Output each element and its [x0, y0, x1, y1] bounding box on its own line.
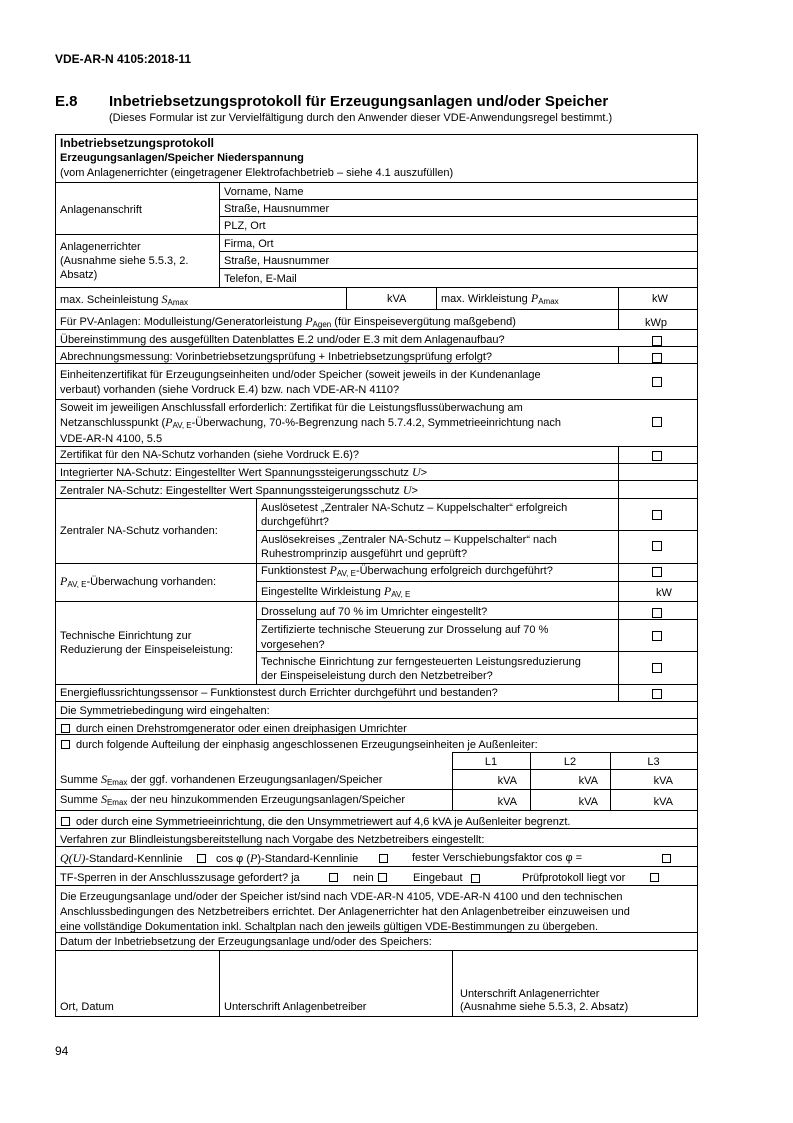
zertifizierte-steuerung-label: Zertifizierte technische Steuerung zur Drosselung auf 70 % [261, 624, 549, 636]
grid-line-horizontal [55, 182, 698, 183]
checkbox-zertifizierte-steuerung[interactable] [652, 631, 662, 641]
anlagenanschrift-label: Anlagenanschrift [60, 204, 142, 216]
symmetrieeinrichtung-label: oder durch eine Symmetrieeinrichtung, die den Unsymmetriewert auf 4,6 kVA je Außenleiter begrenzt. [76, 816, 571, 828]
checkbox-leistungsfluss[interactable] [652, 417, 662, 427]
grid-line-horizontal [219, 251, 698, 252]
field-firma-ort[interactable]: Firma, Ort [224, 238, 274, 250]
checkbox-qu-kennlinie[interactable] [197, 854, 206, 863]
grid-line-horizontal [452, 769, 698, 770]
energieflussrichtungssensor-label: Energieflussrichtungssensor – Funktionstest durch Errichter durchgeführt und bestanden? [60, 687, 498, 699]
grid-line-vertical [618, 498, 619, 685]
form-note: (vom Anlagenerrichter (eingetragener Elektrofachbetrieb – siehe 4.1 auszufüllen) [60, 167, 454, 179]
grid-line-horizontal [55, 446, 698, 447]
field-anlage-strasse[interactable]: Straße, Hausnummer [224, 203, 330, 215]
pav-ueberwachung-label: $P_{AV, E}$-Überwachung vorhanden: [60, 574, 217, 589]
checkbox-datenblatt[interactable] [652, 336, 662, 346]
ausloesetest-label: Auslösetest „Zentraler NA-Schutz – Kuppelschalter“ erfolgreich [261, 502, 568, 514]
pv-modulleistung-label: Für PV-Anlagen: Modulleistung/Generatorleistung $P_{Agen}$ (für Einspeisevergütung maßgebend) [60, 314, 516, 329]
checkbox-tf-eingebaut[interactable] [471, 874, 480, 883]
form-subtitle: Erzeugungsanlagen/Speicher Niederspannung [60, 152, 304, 164]
unterschrift-betreiber-label: Unterschrift Anlagenbetreiber [224, 1001, 367, 1013]
column-l3: L3 [647, 756, 660, 768]
cosphi-kennlinie-label: cos φ (P)-Standard-Kennlinie [216, 851, 359, 865]
grid-line-vertical [436, 287, 437, 310]
zentraler-na-schutz-wert-label: Zentraler NA-Schutz: Eingestellter Wert Spannungssteigerungsschutz U> [60, 483, 418, 497]
grid-line-horizontal [55, 480, 698, 481]
grid-line-vertical [697, 134, 698, 1017]
tf-nein-label: nein [353, 872, 374, 884]
declaration-line-3: eine vollständige Dokumentation inkl. Schaltplan nach den jeweils gültigen VDE-Bestimmungen zu übergeben. [60, 921, 599, 933]
tf-eingebaut-label: Eingebaut [413, 872, 463, 884]
document-id: VDE-AR-N 4105:2018-11 [55, 52, 192, 66]
summe-vorhanden-label: Summe $S_{Emax}$ der ggf. vorhandenen Erzeugungsanlagen/Speicher [60, 772, 383, 787]
check-na-zertifikat-label: Zertifikat für den NA-Schutz vorhanden (siehe Vordruck E.6)? [60, 449, 359, 461]
checkbox-tf-nein[interactable] [378, 873, 387, 882]
summe-vorhanden-l2-unit: kVA [578, 775, 598, 787]
reduzierung-label: Technische Einrichtung zur [60, 630, 192, 642]
grid-line-vertical [219, 182, 220, 288]
grid-line-horizontal [452, 752, 698, 753]
section-title: Inbetriebsetzungsprotokoll für Erzeugungsanlagen und/oder Speicher [109, 93, 609, 110]
check-einheitenzertifikat-label: Einheitenzertifikat für Erzeugungseinheiten und/oder Speicher (soweit jeweils in der Kundenanlage [60, 369, 541, 381]
scheinleistung-unit: kVA [387, 293, 407, 305]
grid-line-horizontal [55, 399, 698, 400]
tf-pruefprotokoll-label: Prüfprotokoll liegt vor [522, 872, 626, 884]
column-l1: L1 [484, 756, 498, 768]
checkbox-energieflussrichtungssensor[interactable] [652, 689, 662, 699]
checkbox-fester-verschiebungsfaktor[interactable] [662, 854, 671, 863]
grid-line-horizontal [55, 866, 698, 867]
checkbox-einphasige-aufteilung[interactable] [61, 740, 70, 749]
checkbox-tf-pruefprotokoll[interactable] [650, 873, 659, 882]
ort-datum-label: Ort, Datum [60, 1001, 114, 1013]
grid-line-vertical [452, 950, 453, 1017]
grid-line-horizontal [55, 684, 698, 685]
grid-line-horizontal [55, 1016, 698, 1017]
summe-neu-l3-unit: kVA [653, 796, 673, 808]
grid-line-vertical [618, 346, 619, 364]
max-wirkleistung-label: max. Wirkleistung $P_{Amax}$ [441, 291, 559, 306]
zentraler-na-schutz-label: Zentraler NA-Schutz vorhanden: [60, 525, 218, 537]
max-scheinleistung-label: max. Scheinleistung $S_{Amax}$ [60, 292, 188, 307]
grid-line-horizontal [55, 810, 698, 811]
integrierter-na-schutz-label: Integrierter NA-Schutz: Eingestellter Wert Spannungssteigerungsschutz U> [60, 465, 428, 479]
form-title: Inbetriebsetzungsprotokoll [60, 136, 215, 150]
grid-line-horizontal [219, 199, 698, 200]
checkbox-ausloesekreis[interactable] [652, 541, 662, 551]
field-anlage-plz-ort[interactable]: PLZ, Ort [224, 220, 266, 232]
declaration-line-2: Anschlussbedingungen des Netzbetreibers errichtet. Der Anlagenerrichter hat den Anlagenbetreiber einzuweisen und [60, 906, 630, 918]
check-leistungsfluss-label-line2: Netzanschlusspunkt ($P_{AV, E}$-Überwachung, 70-%-Begrenzung nach 5.7.4.2, Symmetrieeinrichtung nach [60, 415, 561, 430]
datum-inbetriebsetzung-label: Datum der Inbetriebsetzung der Erzeugungsanlage und/oder des Speichers: [60, 936, 432, 948]
checkbox-drosselung-umrichter[interactable] [652, 608, 662, 618]
grid-line-horizontal [55, 134, 698, 135]
grid-line-vertical [346, 287, 347, 310]
ausloesekreis-label: Auslösekreises „Zentraler NA-Schutz – Kuppelschalter“ nach [261, 534, 557, 546]
summe-neu-l1-unit: kVA [497, 796, 517, 808]
grid-line-horizontal [55, 718, 698, 719]
tf-sperren-label: TF-Sperren in der Anschlusszusage gefordert? ja [60, 872, 300, 884]
grid-line-horizontal [55, 287, 698, 288]
grid-line-vertical [618, 287, 619, 310]
unterschrift-errichter-label-line2: (Ausnahme siehe 5.5.3, 2. Absatz) [460, 1001, 629, 1013]
blindleistung-verfahren-label: Verfahren zur Blindleistungsbereitstellung nach Vorgabe des Netzbetreibers eingestellt: [60, 834, 485, 846]
grid-line-horizontal [55, 329, 698, 330]
check-leistungsfluss-label-line3: VDE-AR-N 4100, 5.5 [60, 433, 163, 445]
grid-line-vertical [618, 684, 619, 702]
checkbox-tf-ja[interactable] [329, 873, 338, 882]
grid-line-horizontal [55, 950, 698, 951]
anlagenerrichter-label: Anlagenerrichter [60, 241, 141, 253]
declaration-line-1: Die Erzeugungsanlage und/oder der Speicher ist/sind nach VDE-AR-N 4105, VDE-AR-N 4100 und den technischen [60, 891, 623, 903]
column-l2: L2 [563, 756, 577, 768]
grid-line-horizontal [55, 309, 698, 310]
checkbox-ferngesteuerte-reduzierung[interactable] [652, 663, 662, 673]
fester-verschiebungsfaktor-label: fester Verschiebungsfaktor cos φ = [412, 852, 583, 864]
grid-line-horizontal [256, 581, 698, 582]
grid-line-horizontal [55, 498, 698, 499]
grid-line-horizontal [219, 216, 698, 217]
einphasige-aufteilung-label: durch folgende Aufteilung der einphasig angeschlossenen Erzeugungseinheiten je Außenleiter: [76, 739, 538, 751]
grid-line-vertical [55, 134, 56, 1017]
zertifizierte-steuerung-label-line2: vorgesehen? [261, 639, 325, 651]
grid-line-horizontal [256, 619, 698, 620]
check-datenblatt-label: Übereinstimmung des ausgefüllten Datenblattes E.2 und/oder E.3 mit dem Anlagenaufbau? [60, 334, 505, 346]
eingestellte-wirkleistung-unit: kW [656, 587, 672, 599]
ausloesetest-label-line2: durchgeführt? [261, 516, 329, 528]
grid-line-vertical [256, 498, 257, 685]
check-abrechnung-label: Abrechnungsmessung: Vorinbetriebsetzungsprüfung + Inbetriebsetzungsprüfung erfolgt? [60, 351, 493, 363]
ferngesteuerte-reduzierung-label-line2: der Einspeiseleistung durch den Netzbetreiber? [261, 670, 493, 682]
grid-line-horizontal [55, 885, 698, 886]
symmetriebedingung-label: Die Symmetriebedingung wird eingehalten: [60, 705, 270, 717]
drehstromgenerator-label: durch einen Drehstromgenerator oder einen dreiphasigen Umrichter [76, 723, 407, 735]
summe-neu-label: Summe $S_{Emax}$ der neu hinzukommenden Erzeugungsanlagen/Speicher [60, 792, 406, 807]
unterschrift-errichter-label: Unterschrift Anlagenerrichter [460, 988, 600, 1000]
grid-line-horizontal [219, 268, 698, 269]
grid-line-horizontal [55, 463, 698, 464]
check-einheitenzertifikat-label-line2: verbaut) vorhanden (siehe Vordruck E.4) bzw. nach VDE-AR-N 4110? [60, 384, 400, 396]
ausloesekreis-label-line2: Ruhestromprinzip ausgeführt und geprüft? [261, 548, 468, 560]
grid-line-horizontal [55, 234, 698, 235]
grid-line-horizontal [256, 530, 698, 531]
summe-neu-l2-unit: kVA [578, 796, 598, 808]
funktionstest-label: Funktionstest $P_{AV, E}$-Überwachung erfolgreich durchgeführt? [261, 563, 553, 578]
checkbox-ausloesetest[interactable] [652, 510, 662, 520]
checkbox-funktionstest[interactable] [652, 567, 662, 577]
reduzierung-label-line2: Reduzierung der Einspeiseleistung: [60, 644, 234, 656]
field-vorname-name[interactable]: Vorname, Name [224, 186, 304, 198]
qu-kennlinie-label: Q(U)-Standard-Kennlinie [60, 851, 183, 865]
checkbox-symmetrieeinrichtung[interactable] [61, 817, 70, 826]
anlagenerrichter-label-line3: Absatz) [60, 269, 98, 281]
checkbox-abrechnung[interactable] [652, 353, 662, 363]
grid-line-horizontal [55, 601, 698, 602]
eingestellte-wirkleistung-label: Eingestellte Wirkleistung $P_{AV, E}$ [261, 584, 411, 599]
checkbox-na-zertifikat[interactable] [652, 451, 662, 461]
section-number: E.8 [55, 93, 78, 110]
commissioning-form [55, 134, 697, 1016]
grid-line-vertical [618, 309, 619, 330]
pv-unit: kWp [645, 317, 667, 329]
ferngesteuerte-reduzierung-label: Technische Einrichtung zur ferngesteuerten Leistungsreduzierung [261, 656, 581, 668]
summe-vorhanden-l3-unit: kVA [653, 775, 673, 787]
checkbox-einheitenzertifikat[interactable] [652, 377, 662, 387]
grid-line-horizontal [55, 701, 698, 702]
field-telefon-email[interactable]: Telefon, E-Mail [224, 273, 297, 285]
grid-line-horizontal [55, 789, 698, 790]
grid-line-vertical [219, 950, 220, 1017]
summe-vorhanden-l1-unit: kVA [497, 775, 517, 787]
checkbox-drehstromgenerator[interactable] [61, 724, 70, 733]
page-number: 94 [55, 1044, 69, 1058]
section-note: (Dieses Formular ist zur Vervielfältigung durch den Anwender dieser VDE-Anwendungsregel bestimmt.) [109, 112, 613, 124]
checkbox-cosphi-kennlinie[interactable] [379, 854, 388, 863]
check-leistungsfluss-label: Soweit im jeweiligen Anschlussfall erforderlich: Zertifikat für die Leistungsflussüberwachung am [60, 402, 523, 414]
drosselung-umrichter-label: Drosselung auf 70 % im Umrichter eingestellt? [261, 606, 488, 618]
field-errichter-strasse[interactable]: Straße, Hausnummer [224, 255, 330, 267]
anlagenerrichter-label-line2: (Ausnahme siehe 5.5.3, 2. [60, 255, 189, 267]
wirkleistung-unit: kW [652, 293, 668, 305]
